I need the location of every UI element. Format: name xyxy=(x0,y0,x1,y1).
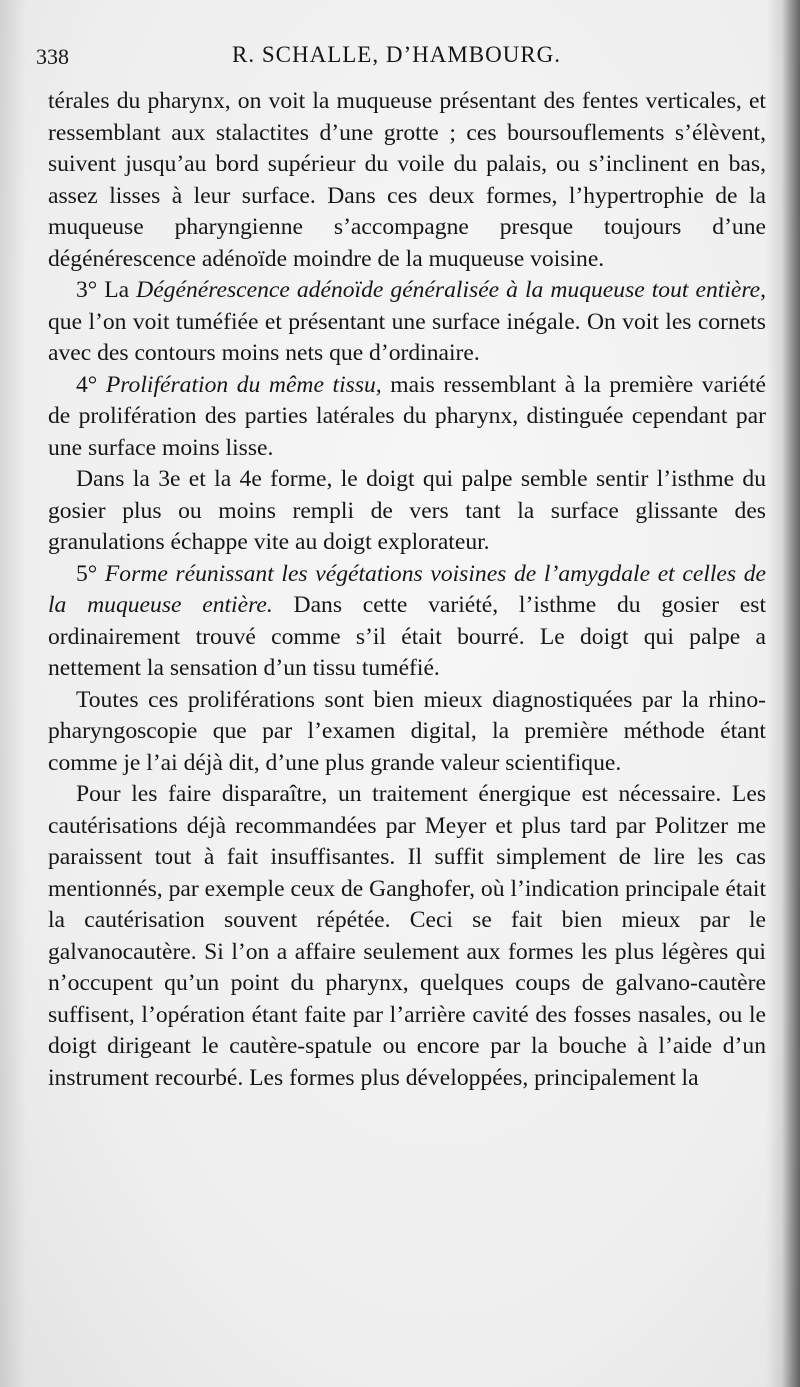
item-title: Prolifération du même tissu, xyxy=(105,371,382,398)
item-number: 5° xyxy=(76,560,105,587)
item-number: 4° xyxy=(76,371,106,398)
paragraph-item-3 xyxy=(48,275,766,370)
body-text xyxy=(48,86,766,1094)
running-head: R. SCHALLE, D’HAMBOURG. xyxy=(232,42,562,67)
page-number: 338 xyxy=(36,44,69,69)
page-edge-shadow xyxy=(782,0,800,1387)
paragraph-text: Pour les faire disparaître, un traitement énergique est nécessaire. Les cautérisations déjà recommandées par Meyer et plus tard par Politzer me paraissent tout à fait insuffisantes. Il suffit simplement de lire les cas mentionnés, par exemple ceux de Ganghofer, où l’indication principale était la cautérisation souvent répétée. Ceci se fait bien mieux par le galvanocautère. Si l’on a affaire seulement aux formes les plus légères qui n’occupent qu’un point du pharynx, quelques coups de galvano-cautère suffisent, l’opération étant faite par l’arrière cavité des fosses nasales, ou le doigt dirigeant le cautère-spatule ou encore par la bouche à l’aide d’un instrument recourbé. Les formes plus développées, principalement la xyxy=(48,781,766,1091)
paragraph-text: Dans cette variété, l’isthme du gosier est ordinairement trouvé comme s’il était bourré. Le doigt qui palpe a nettement la sensation d’un tissu tuméfié. xyxy=(48,592,766,681)
page-header xyxy=(0,38,800,74)
paragraph-text: Toutes ces proliférations sont bien mieux diagnostiquées par la rhino-pharyngoscopie que par l’examen digital, la première méthode étant comme je l’ai déjà dit, d’une plus grande valeur scientifique. xyxy=(48,686,766,776)
paragraph-item-5 xyxy=(48,559,766,685)
paragraph-item-4 xyxy=(48,370,766,465)
paragraph xyxy=(48,464,766,559)
item-title: Forme réunissant les végétations voisines de l’amygdale et celles de la muqueuse entière. xyxy=(48,560,766,618)
paragraph xyxy=(48,779,766,1094)
paragraph-continuation xyxy=(48,86,766,275)
item-title: Dégénérescence adénoïde généralisée à la muqueuse tout entière, xyxy=(136,277,766,303)
paragraph-text: mais ressemblant à la première variété de prolifération des parties latérales du pharynx, distinguée cependant par une surface moins lisse. xyxy=(48,371,766,461)
item-number: 3° La xyxy=(76,277,137,303)
paragraph-text: que l’on voit tuméfiée et présentant une surface inégale. On voit les cornets avec des contours moins nets que d’ordinaire. xyxy=(48,308,766,366)
paragraph-text: térales du pharynx, on voit la muqueuse présentant des fentes verticales, et ressemblant aux stalactites d’une grotte ; ces boursouflements s’élèvent, suivent jusqu’au bord supérieur du voile du palais, ou s’inclinent en bas, assez lisses à leur surface. Dans ces deux formes, l’hypertrophie de la muqueuse pharyngienne s’accompagne presque toujours d’une dégénérescence adénoïde moindre de la muqueuse voisine. xyxy=(48,88,766,272)
paragraph xyxy=(48,685,766,780)
paragraph-text: Dans la 3e et la 4e forme, le doigt qui palpe semble sentir l’isthme du gosier plus ou moins rempli de vers tant la surface glissante des granulations échappe vite au doigt explorateur. xyxy=(48,466,766,555)
